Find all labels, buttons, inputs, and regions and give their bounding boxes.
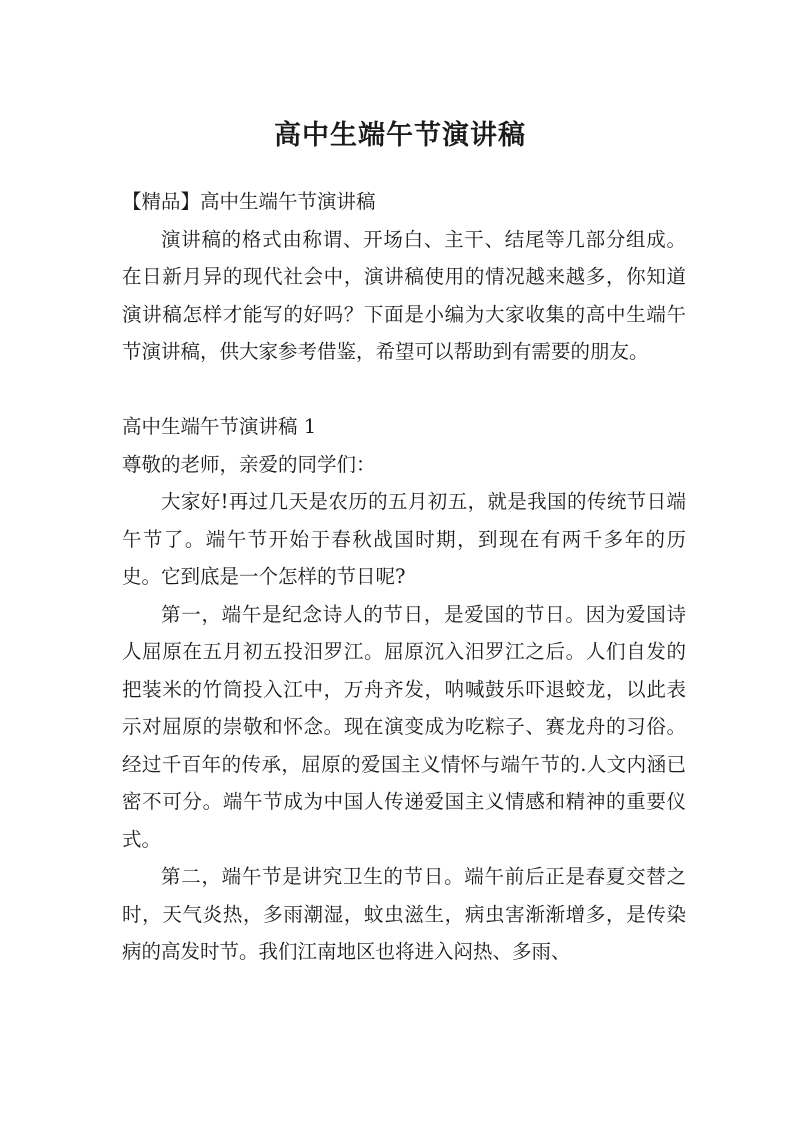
- section-heading: 高中生端午节演讲稿 1: [122, 415, 317, 438]
- document-body: [122, 183, 686, 971]
- paragraph-spacer: [122, 371, 686, 409]
- intro-paragraph: 演讲稿的格式由称谓、开场白、主干、结尾等几部分组成。在日新月异的现代社会中，演讲稿使用的情况越来越多，你知道演讲稿怎样才能写的好吗？下面是小编为大家收集的高中生端午节演讲稿，供大家参考借鉴，希望可以帮助到有需要的朋友。: [122, 227, 686, 363]
- salutation: 尊敬的老师，亲爱的同学们：: [122, 452, 376, 476]
- body-paragraph: 大家好!再过几天是农历的五月初五，就是我国的传统节日端午节了。端午节开始于春秋战国时期，到现在有两千多年的历史。它到底是一个怎样的节日呢?: [122, 490, 686, 588]
- body-paragraph: 第二，端午节是讲究卫生的节日。端午前后正是春夏交替之时，天气炎热，多雨潮湿，蚊虫滋生，病虫害渐渐增多，是传染病的高发时节。我们江南地区也将进入闷热、多雨、: [122, 865, 686, 963]
- body-paragraph: 第一，端午是纪念诗人的节日，是爱国的节日。因为爱国诗人屈原在五月初五投汨罗江。屈原沉入汨罗江之后。人们自发的把装米的竹筒投入江中，万舟齐发，呐喊鼓乐吓退蛟龙，以此表示对屈原的崇敬和怀念。现在演变成为吃粽子、赛龙舟的习俗。经过千百年的传承，屈原的爱国主义情怀与端午节的.人文内涵已密不可分。端午节成为中国人传递爱国主义情感和精神的重要仪式。: [122, 602, 686, 851]
- intro-tag-line: 【精品】高中生端午节演讲稿: [122, 190, 376, 213]
- document-title: 高中生端午节演讲稿: [274, 120, 526, 152]
